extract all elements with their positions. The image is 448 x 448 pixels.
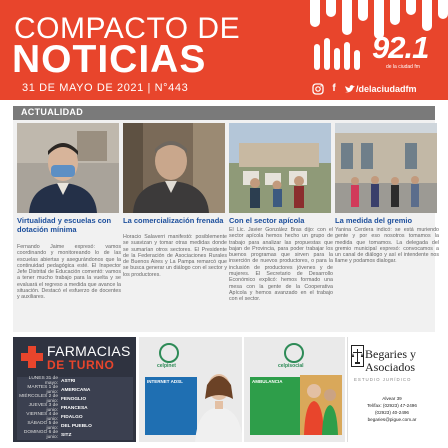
begaries-phone-2: (02923) 40-2496 xyxy=(375,410,409,415)
article-title-1[interactable]: Virtualidad y escuelas con dotación mínima xyxy=(17,216,112,234)
article-title-2[interactable]: La comercialización frenada xyxy=(123,216,224,225)
schedule-day: VIERNES 4 de junio: xyxy=(26,412,58,423)
begaries-logo xyxy=(351,343,435,374)
schedule-day: SÁBADO 5 de junio: xyxy=(27,421,58,432)
schedule-pharmacy: AMERICANA xyxy=(61,387,91,393)
ad-headline-text: INTERNET ADSL xyxy=(147,379,183,384)
schedule-pharmacy: FIDALGO xyxy=(61,414,83,420)
twitter-icon[interactable] xyxy=(344,83,356,95)
ads-section xyxy=(13,337,435,442)
article-body-1: Fernando Jaime expresó: vamos coordinando y monitoreando lo de las escuelas abiertas y asegurándonos que la continuidad pedagógica esté. El Inspector Jefe Distrital de Educación comentó: vamos a tener mucho trabajo para la vuelta y se evaluará el regreso a medida que avance la situación. Destacó el esfuerzo de docentes y auxiliares. xyxy=(17,244,121,301)
pharmacy-cross-icon xyxy=(21,346,43,368)
schedule-pharmacy: FENOGLIO xyxy=(61,396,87,402)
article-body-4: Yanina Cerdera indicó: se está muriendo gente y por eso nosotros tomamos la medida que tomamos. La delegada del gremio municipal expresó: convocamos a un canal de diálogo y así el intendente nos llame y podamos dialogar. xyxy=(335,227,439,265)
station-subtitle: de la ciudad fm xyxy=(386,64,420,70)
schedule-pharmacy: SITZ xyxy=(61,432,72,438)
news-section xyxy=(13,106,439,332)
article-photo-3 xyxy=(229,123,331,213)
date-issue: 31 DE MAYO DE 2021 | N°443 xyxy=(22,82,189,94)
begaries-name-line-1: Begaries y xyxy=(365,347,416,361)
ad-people-image xyxy=(300,375,342,435)
ad-begaries[interactable] xyxy=(347,337,435,442)
schedule-pharmacy: FRANCESA xyxy=(61,405,88,411)
article-photo-4 xyxy=(335,123,437,213)
ad-headline xyxy=(250,377,302,435)
schedule-day: MIÉRCOLES 2 de junio: xyxy=(19,394,58,405)
title-line-2: NOTICIAS xyxy=(12,38,207,81)
article-photo-2 xyxy=(123,123,225,213)
schedule-day: MARTES 1 de junio: xyxy=(27,385,58,396)
schedule-row xyxy=(17,431,133,440)
ad-person-image xyxy=(191,365,242,442)
section-label-text: ACTUALIDAD xyxy=(21,107,83,117)
begaries-email[interactable]: begaries@pigue.com.ar xyxy=(367,417,417,422)
newsletter-header xyxy=(0,0,448,100)
station-frequency: 92.1 xyxy=(372,30,429,65)
pharmacies-header xyxy=(21,343,133,373)
begaries-subtitle: ESTUDIO JURÍDICO xyxy=(354,377,412,382)
ad-celpinet[interactable] xyxy=(139,337,242,442)
pharmacies-title: FARMACIAS xyxy=(47,343,131,359)
pharmacies-panel xyxy=(13,337,136,442)
social-handle[interactable]: /delaciudadfm xyxy=(356,84,417,94)
ad-headline xyxy=(145,377,197,435)
celpi-logo-icon xyxy=(284,343,304,363)
schedule-pharmacy: ASTRI xyxy=(61,378,76,384)
instagram-icon[interactable] xyxy=(312,83,324,95)
ad-celpisocial[interactable] xyxy=(244,337,345,442)
schedule-day: DOMINGO 6 de junio: xyxy=(23,430,58,441)
social-icons xyxy=(312,83,356,95)
article-title-4[interactable]: La medida del gremio xyxy=(335,216,413,225)
schedule-pharmacy: DEL PUEBLO xyxy=(61,423,92,429)
article-photo-1 xyxy=(17,123,119,213)
article-body-2: Horacio Salaverri manifestó: posiblemente se suavizan y tomar otras medidas donde se sumarían otros sectores. El Presidente de la Federación de Asociaciones Rurales de Buenos Aires y La Pampa remarcó que se busca generar un diálogo con el sector y los productores. xyxy=(123,234,227,278)
begaries-address: Alvear 39 xyxy=(382,396,402,401)
title-line-1: COMPACTO DE xyxy=(14,12,241,45)
facebook-icon[interactable]: f xyxy=(332,83,336,94)
begaries-contact xyxy=(352,395,432,423)
ad-brand: celpisocial xyxy=(278,363,304,369)
begaries-name-line-2: Asociados xyxy=(365,360,415,374)
pharmacies-subtitle: DE TURNO xyxy=(47,358,115,372)
scales-icon xyxy=(351,345,364,367)
section-label xyxy=(13,106,435,120)
celpi-logo-icon xyxy=(159,343,179,363)
pharmacies-schedule xyxy=(17,377,133,440)
schedule-day: JUEVES 3 de junio: xyxy=(28,403,58,414)
article-title-3[interactable]: Con el sector apícola xyxy=(229,216,305,225)
ad-headline-text: AMBULANCIA xyxy=(252,379,283,384)
begaries-phone: Tel/fax: (02923) 47-2496 xyxy=(367,403,417,408)
ad-brand: celpinet xyxy=(157,363,176,369)
schedule-day: LUNES 31 de mayo: xyxy=(28,376,58,387)
article-body-3: El Lic. Javier González Bras dijo: con el sector apícola hemos hecho un grupo de trabajo para analizar las propuestas que bajan de Provincia, para poder trabajar los buenos programas que sirven para la inserción de nuevos productores, o para la inclusión de productores jóvenes y de mujeres. El Secretario de Desarrollo Económico explicó: hemos formado una mesa con la gente de la Cooperativa Apícola y hemos avanzado en el trabajo con el sector. xyxy=(229,227,333,303)
